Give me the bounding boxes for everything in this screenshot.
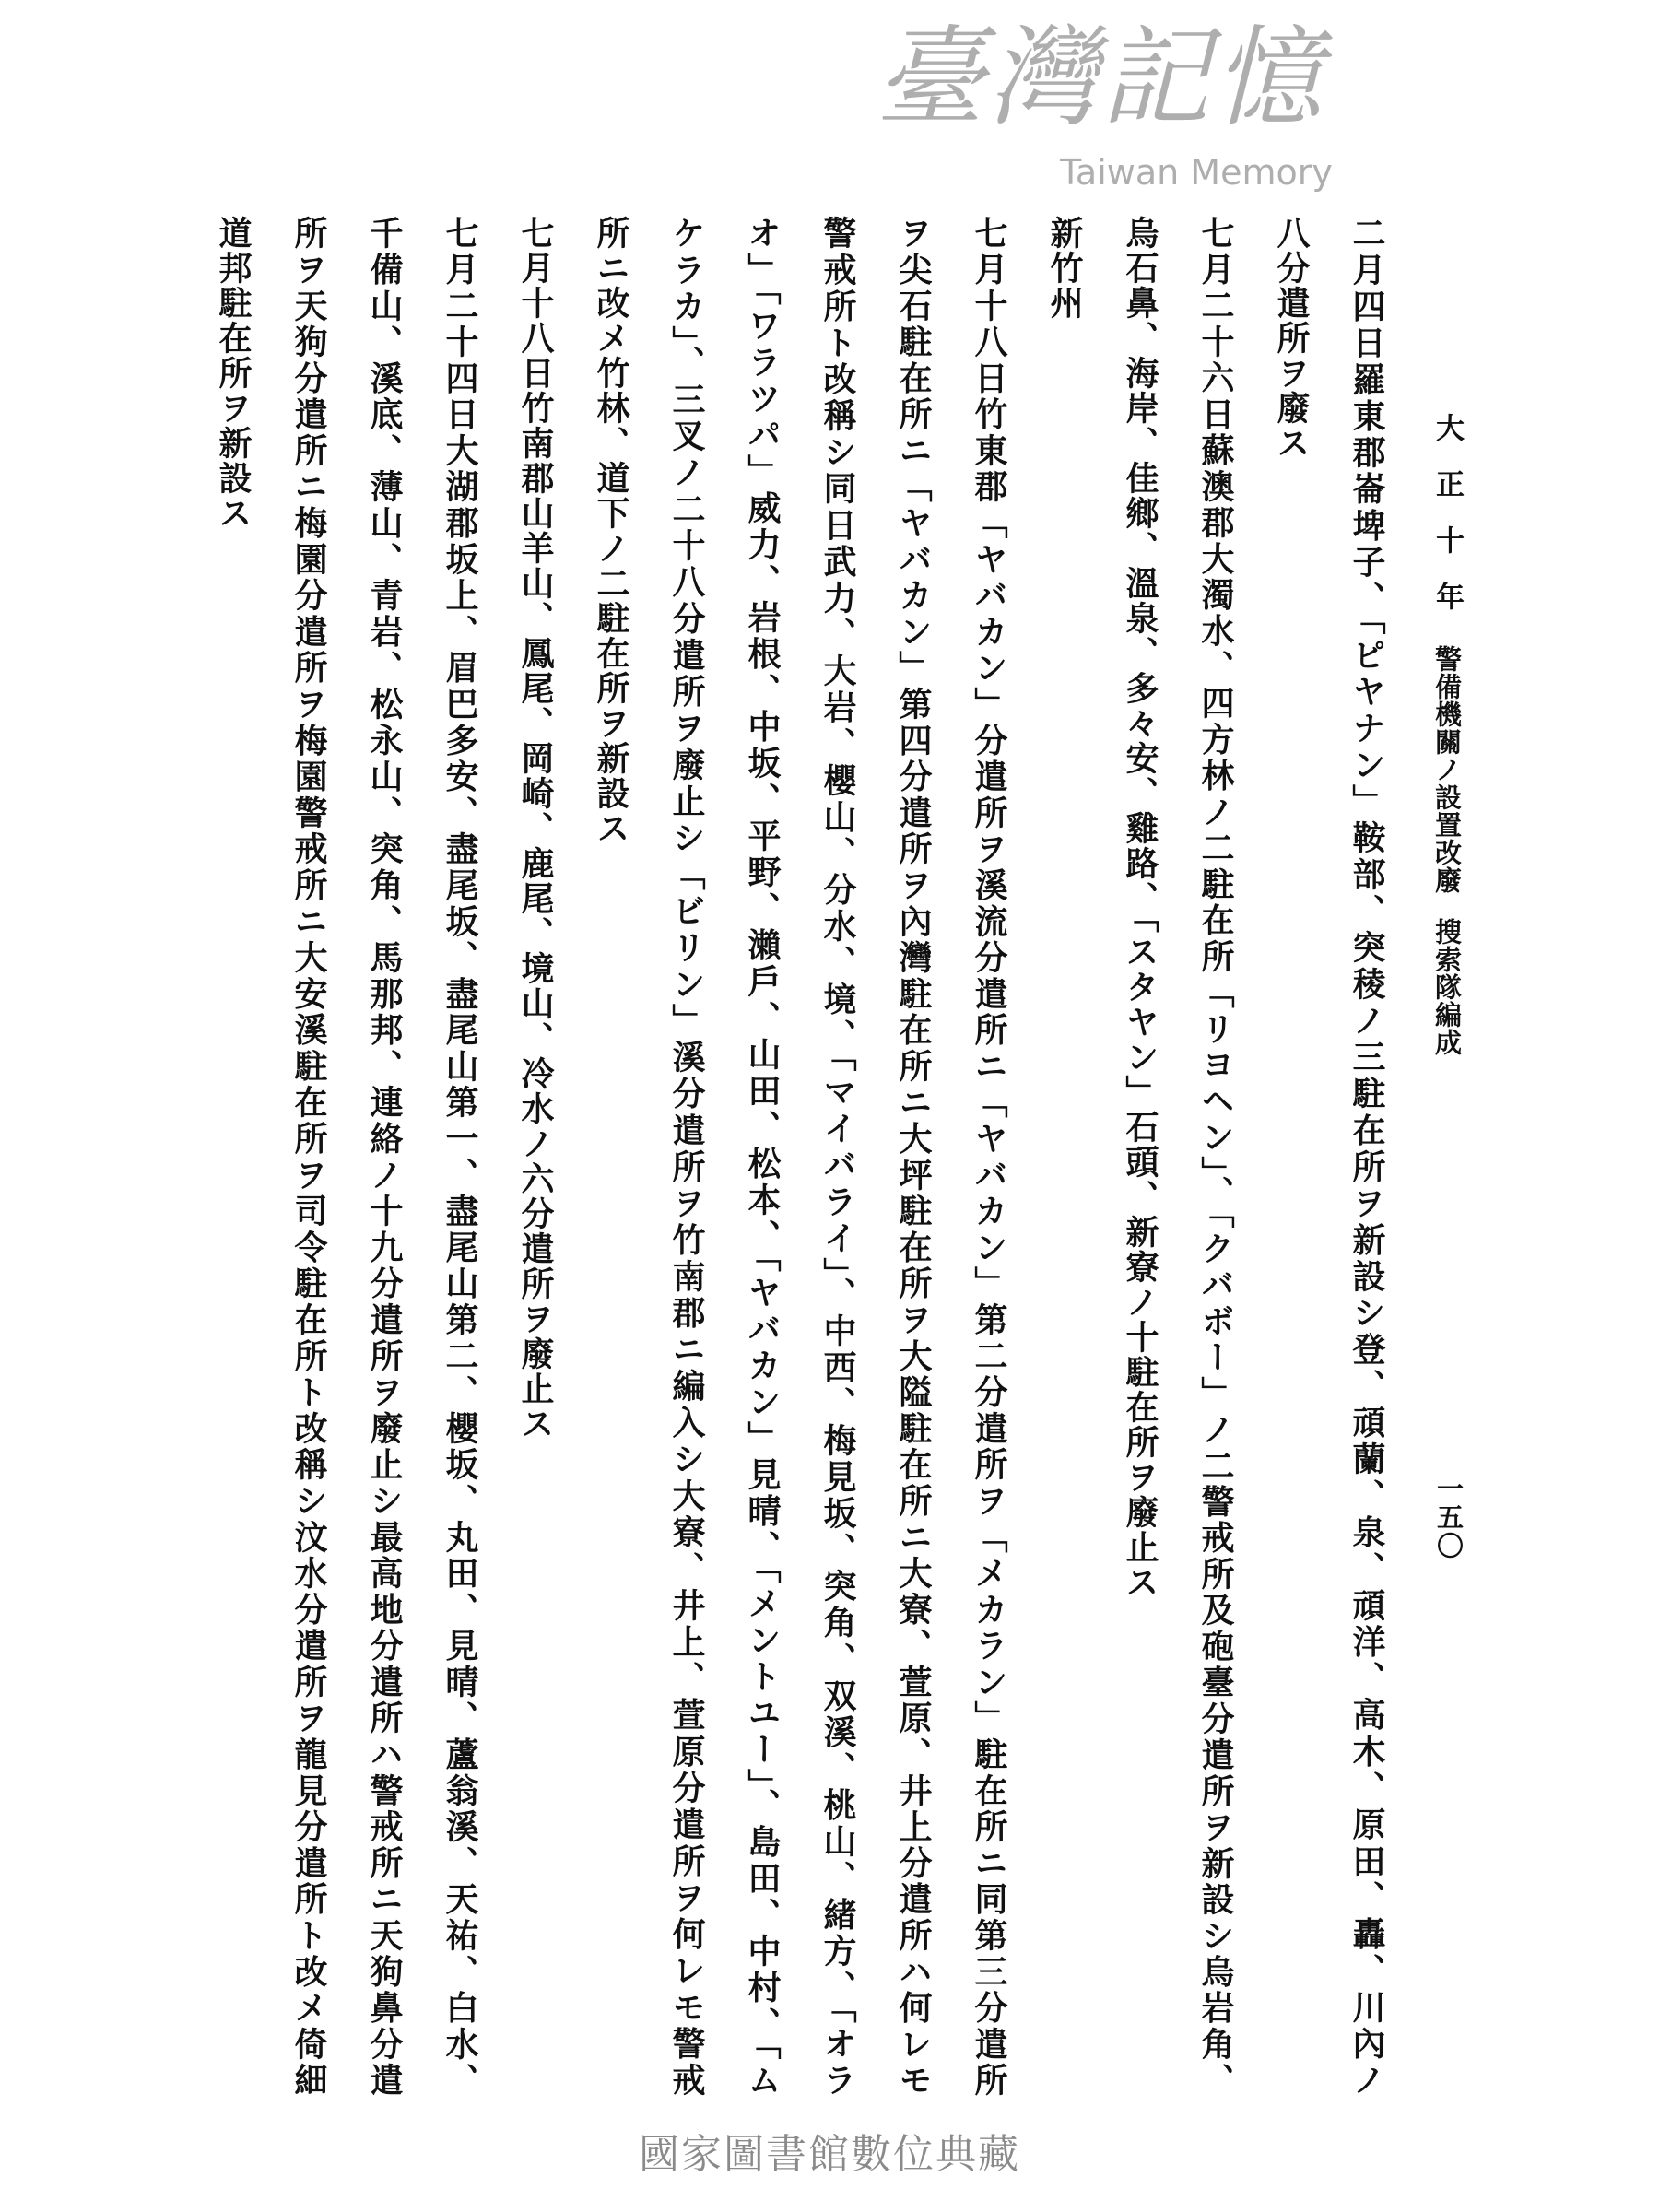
text-column-7: ヲ尖石駐在所ニ「ヤバカン」第四分遣所ヲ內灣駐在所ニ大坪駐在所ヲ大隘駐在所ニ大寮、萱原、井上分遣所ハ何レモ xyxy=(894,216,933,2096)
page-number: 一五〇 xyxy=(1433,1475,1465,1560)
taiwan-memory-watermark xyxy=(876,13,1355,206)
text-column-16: 道邦駐在所ヲ新設ス xyxy=(214,216,253,531)
text-column-10: ケラカ」、三叉ノ二十八分遣所ヲ廢止シ「ビリン」溪分遣所ヲ竹南郡ニ編入シ大寮、井上、萱原分遣所ヲ何レモ警戒 xyxy=(667,216,706,2097)
text-column-4: 烏石鼻、海岸、佳鄉、溫泉、多々安、雞路、「スタヤン」石頭、新寮ノ十駐在所ヲ廢止ス xyxy=(1121,216,1159,1600)
text-column-14: 千備山、溪底、薄山、青岩、松永山、突角、馬那邦、連絡ノ十九分遣所ヲ廢止シ最高地分遣所ハ警戒所ニ天狗鼻分遣 xyxy=(365,216,404,2096)
text-column-6: 七月十八日竹東郡「ヤバカン」分遣所ヲ溪流分遣所ニ「ヤバカン」第二分遣所ヲ「メカラン」駐在所ニ同第三分遣所 xyxy=(970,216,1008,2096)
text-column-8: 警戒所ト改稱シ同日武力、大岩、櫻山、分水、境、「マイバライ」、中西、梅見坂、突角、双溪、桃山、緒方、「オラ xyxy=(818,216,857,2096)
text-column-12: 七月十八日竹南郡山羊山、鳳尾、岡崎、鹿尾、境山、冷水ノ六分遣所ヲ廢止ス xyxy=(516,216,555,1441)
header-title: 警備機關ノ設置改廢 xyxy=(1431,645,1463,894)
watermark-chinese: 臺灣記憶 xyxy=(876,14,1326,141)
text-column-11: 所ニ改メ竹林、道下ノ二駐在所ヲ新設ス xyxy=(592,216,630,846)
text-column-13: 七月二十四日大湖郡坂上、眉巴多安、盡尾坂、盡尾山第一、盡尾山第二、櫻坂、丸田、見晴、蘆翁溪、天祐、白水、 xyxy=(441,216,479,2096)
text-column-1: 二月四日羅東郡崙埤子、「ピヤナン」鞍部、突稜ノ三駐在所ヲ新設シ登、頑蘭、泉、頑洋、高木、原田、轟、川內ノ xyxy=(1347,216,1386,2096)
section-heading-hsinchu: 新竹州 xyxy=(1045,216,1084,321)
footer-collection-label: 國家圖書館數位典藏 xyxy=(639,2131,1020,2178)
header-era: 大正十年 xyxy=(1430,413,1464,638)
watermark-english: Taiwan Memory xyxy=(1060,152,1333,193)
running-header xyxy=(1427,413,1467,1056)
header-subtitle: 搜索隊編成 xyxy=(1431,918,1463,1056)
text-column-2: 八分遣所ヲ廢ス xyxy=(1272,216,1311,461)
text-column-9: オ」「ワラツパ」威力、岩根、中坂、平野、瀨戶、山田、松本、「ヤバカン」見晴、「メントユー」、島田、中村、「ム xyxy=(743,216,782,2096)
text-column-15: 所ヲ天狗分遣所ニ梅園分遣所ヲ梅園警戒所ニ大安溪駐在所ヲ司令駐在所ト改稱シ汶水分遣所ヲ龍見分遣所ト改メ倚細 xyxy=(289,216,328,2096)
text-column-3: 七月二十六日蘇澳郡大濁水、四方林ノ二駐在所「リヨヘン」、「クバボー」ノ二警戒所及砲臺分遣所ヲ新設シ烏岩角、 xyxy=(1196,216,1235,2097)
